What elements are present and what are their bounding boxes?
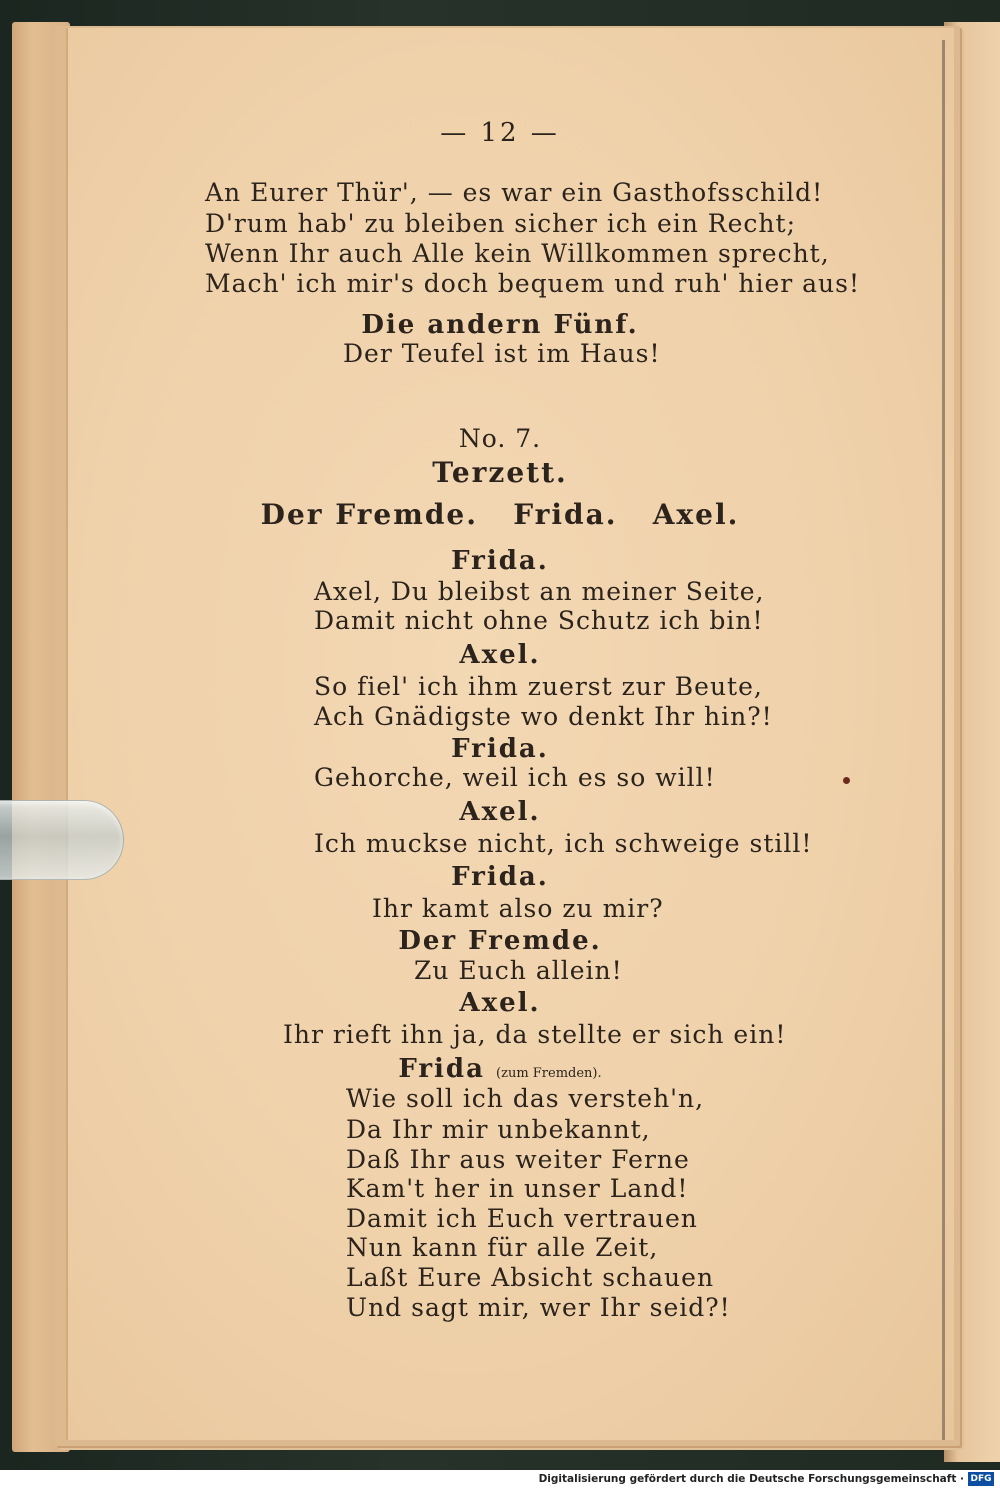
verse-line: D'rum hab' zu bleiben sicher ich ein Recht; [205,209,796,238]
funding-credit: Digitalisierung gefördert durch die Deutsche Forschungsgemeinschaft · [538,1473,964,1485]
verse-line: Wenn Ihr auch Alle kein Willkommen sprecht, [205,239,830,268]
verse-line: An Eurer Thür', — es war ein Gasthofsschild! [205,178,824,207]
verse-line: Zu Euch allein! [414,956,623,985]
footer-bar [0,1470,1000,1490]
verse-line: Damit nicht ohne Schutz ich bin! [314,606,764,635]
speaker-name: Der Fremde. [398,926,602,956]
verse-line: Ach Gnädigste wo denkt Ihr hin?! [314,702,773,731]
verse-line: Wie soll ich das versteh'n, [346,1084,705,1113]
verse-line: Da Ihr mir unbekannt, [346,1115,651,1144]
dfg-logo: DFG [968,1472,994,1486]
verse-line: Ihr rieft ihn ja, da stellte er sich ein! [283,1020,787,1049]
verse-line: Der Teufel ist im Haus! [343,339,661,368]
speaker-name: Frida. [451,862,549,892]
verse-line: Nun kann für alle Zeit, [346,1233,659,1262]
speaker-name: Axel. [459,797,541,827]
verse-line: Laßt Eure Absicht schauen [346,1263,715,1292]
speaker-name: Axel. [459,640,541,670]
verse-line: Gehorche, weil ich es so will! [314,763,716,792]
cast-list: Der Fremde. Frida. Axel. [260,498,740,531]
number-label: No. 7. [458,424,542,453]
verse-line: Kam't her in unser Land! [346,1174,689,1203]
speaker-name: Die andern Fünf. [361,310,639,340]
speaker-name: Frida. [451,546,549,576]
plastic-page-clip [0,800,124,880]
page-number: — 12 — [440,118,560,148]
verse-line: Axel, Du bleibst an meiner Seite, [314,577,765,606]
ink-spot [843,777,850,784]
verse-line: Und sagt mir, wer Ihr seid?! [346,1293,731,1322]
verse-line: Daß Ihr aus weiter Ferne [346,1145,690,1174]
verse-line: Ich muckse nicht, ich schweige still! [314,829,813,858]
verse-line: Damit ich Euch vertrauen [346,1204,698,1233]
verse-line: So fiel' ich ihm zuerst zur Beute, [314,672,763,701]
speaker-name: Frida. [451,734,549,764]
stage-direction: (zum Fremden). [496,1066,602,1081]
verse-line: Mach' ich mir's doch bequem und ruh' hier aus! [205,269,861,298]
speaker-name: Frida [398,1054,485,1084]
speaker-name: Axel. [459,988,541,1018]
piece-title: Terzett. [432,456,568,489]
verse-line: Ihr kamt also zu mir? [372,894,664,923]
